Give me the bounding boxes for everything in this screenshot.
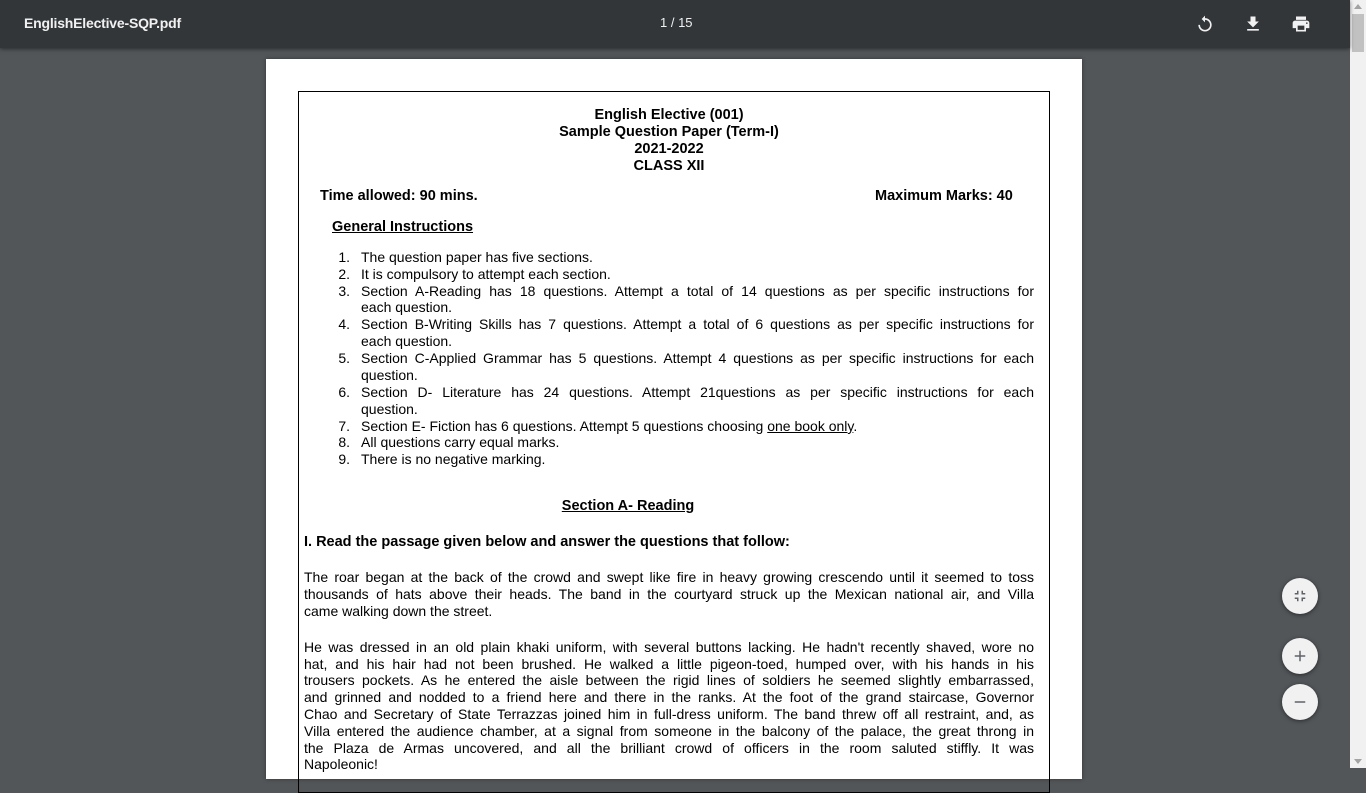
instruction-text: All questions carry equal marks. (361, 434, 560, 450)
paper-subject: English Elective (001) (594, 107, 744, 123)
download-button[interactable] (1241, 12, 1265, 36)
page-counter: 1 / 15 (660, 15, 693, 30)
instruction-number: 9. (338, 451, 350, 467)
pdf-page (266, 59, 1082, 779)
passage-line: trousers pockets. As he entered the aisle between the rigid lines of soldiers he seemed slightly embarrassed, (304, 672, 1034, 688)
passage-line: The roar began at the back of the crowd and swept like fire in heavy growing crescendo until it seemed to toss (304, 569, 1034, 585)
passage-line: the Plaza de Armas uncovered, and all the brilliant crowd of officers in the room saluted stiffly. It was (304, 740, 1034, 756)
time-allowed: Time allowed: 90 mins. (320, 188, 478, 204)
instruction-text-continued: each question. (361, 299, 453, 315)
question-prompt: I. Read the passage given below and answer the questions that follow: (304, 534, 790, 550)
download-icon (1243, 14, 1263, 34)
instruction-text-continued: each question. (361, 333, 453, 349)
scroll-down-arrow-icon[interactable] (1354, 759, 1362, 764)
instruction-text: Section C-Applied Grammar has 5 questions. Attempt 4 questions as per specific instructions for each (361, 350, 1034, 366)
instruction-number: 4. (338, 316, 350, 332)
section-title: Section A- Reading (561, 498, 695, 514)
passage-line: came walking down the street. (304, 603, 493, 619)
instruction-text-continued: question. (361, 367, 418, 383)
rotate-button[interactable] (1193, 12, 1217, 36)
instruction-suffix: . (853, 418, 858, 434)
instruction-number: 8. (338, 434, 350, 450)
zoom-out-icon (1291, 693, 1309, 711)
vertical-scrollbar[interactable] (1350, 0, 1366, 768)
instruction-emphasis: one book only (767, 418, 854, 434)
print-button[interactable] (1289, 12, 1313, 36)
maximum-marks: Maximum Marks: 40 (875, 188, 1013, 204)
zoom-out-button[interactable] (1282, 684, 1318, 720)
instruction-number: 5. (338, 350, 350, 366)
passage-line: He was dressed in an old plain khaki uniform, with several buttons lacking. He hadn't recently shaved, wore no (304, 639, 1034, 655)
paper-year: 2021-2022 (634, 141, 704, 157)
scroll-thumb[interactable] (1352, 14, 1364, 52)
instruction-number: 2. (338, 266, 350, 282)
zoom-in-icon (1291, 647, 1309, 665)
instruction-text-part: Section E- Fiction has 6 questions. Attempt 5 questions choosing (361, 418, 768, 434)
instruction-text: Section A-Reading has 18 questions. Attempt a total of 14 questions as per specific instructions for (361, 283, 1034, 299)
passage-line: thousands of hats above their heads. The band in the courtyard struck up the Mexican national air, and Villa (304, 586, 1034, 602)
page-content (266, 59, 1082, 779)
instructions-title: General Instructions (332, 219, 474, 235)
scroll-up-arrow-icon[interactable] (1354, 4, 1362, 9)
paper-type: Sample Question Paper (Term-I) (559, 124, 779, 140)
passage-line: Napoleonic! (304, 756, 378, 772)
instruction-text: It is compulsory to attempt each section. (361, 266, 611, 282)
instruction-number: 1. (338, 249, 350, 265)
passage-line: and grinned and nodded to a friend here and there in the ranks. At the foot of the grand staircase, Governor (304, 689, 1034, 705)
instruction-text: Section D- Literature has 24 questions. Attempt 21questions as per specific instructions for each (361, 384, 1034, 400)
instruction-number: 7. (338, 418, 350, 434)
instruction-number: 6. (338, 384, 350, 400)
passage-line: Villa entered the audience chamber, at a signal from someone in the balcony of the palace, the great throng in (304, 723, 1034, 739)
rotate-icon (1195, 14, 1215, 34)
print-icon (1291, 14, 1311, 34)
instruction-text: There is no negative marking. (361, 451, 546, 467)
instruction-text: Section B-Writing Skills has 7 questions. Attempt a total of 6 questions as per specific instructions for (361, 316, 1034, 332)
instruction-number: 3. (338, 283, 350, 299)
fit-page-icon (1291, 587, 1309, 605)
instruction-text-continued: question. (361, 401, 418, 417)
fit-page-button[interactable] (1282, 578, 1318, 614)
instruction-text (361, 418, 1034, 435)
instruction-text: The question paper has five sections. (361, 249, 593, 265)
paper-class: CLASS XII (633, 158, 705, 174)
passage-line: hat, and his hair had not been brushed. He walked a little pigeon-toed, humped over, with his hands in his (304, 656, 1034, 672)
zoom-in-button[interactable] (1282, 638, 1318, 674)
pdf-toolbar (0, 0, 1350, 48)
document-title: EnglishElective-SQP.pdf (24, 15, 181, 31)
passage-line: Chao and Secretary of State Terrazzas joined him in full-dress uniform. The band threw off all restraint, and, as (304, 706, 1034, 722)
